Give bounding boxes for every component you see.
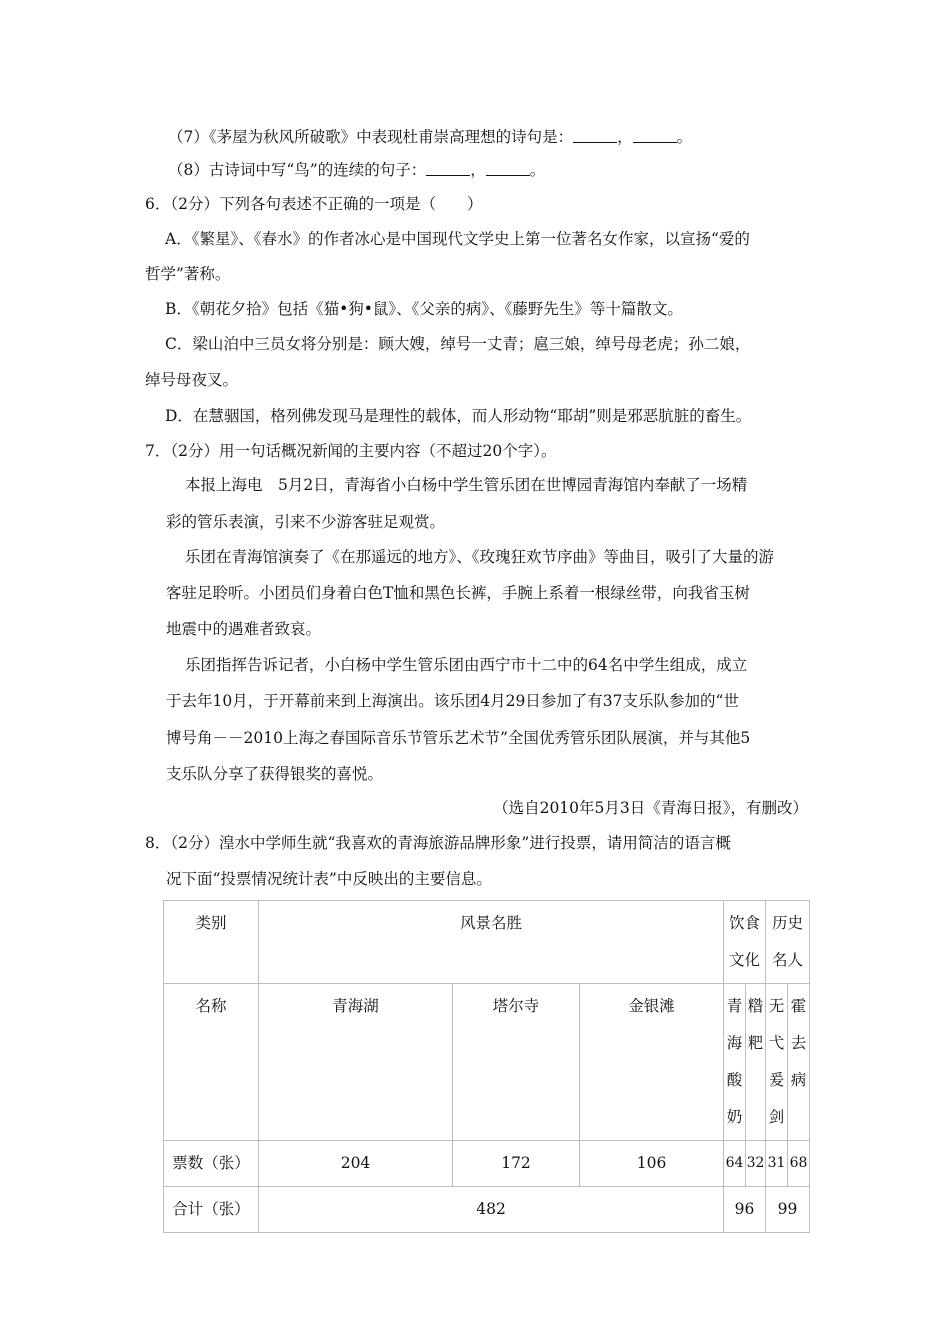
- news-paragraph-1: 本报上海电 5月2日，青海省小白杨中学生管乐团在世博园青海馆内奉献了一场精: [185, 476, 748, 494]
- q6-stem: 6．（2分）下列各句表述不正确的一项是（ ）: [145, 195, 483, 213]
- vote-cell: 204: [259, 1141, 453, 1187]
- news-source: （选自2010年5月3日《青海日报》，有删改）: [493, 799, 808, 817]
- name-cell: 金银滩: [580, 984, 724, 1141]
- vote-cell: 106: [580, 1141, 724, 1187]
- q6-option-a: A．《繁星》、《春水》的作者冰心是中国现代文学史上第一位著名女作家，以宣扬“爱的: [165, 230, 750, 248]
- vote-cell: 64: [724, 1141, 746, 1187]
- news-paragraph-3-cont: 支乐队分享了获得银奖的喜悦。: [166, 765, 384, 783]
- news-paragraph-2-cont: 客驻足聆听。小团员们身着白色T恤和黑色长裤，手腕上系着一根绿丝带，向我省玉树: [166, 584, 750, 602]
- vote-cell: 31: [766, 1141, 788, 1187]
- q6-option-a-cont: 哲学”著称。: [145, 265, 231, 283]
- name-cell: 塔尔寺: [453, 984, 580, 1141]
- q6-option-c-cont: 绰号母夜叉。: [145, 371, 239, 389]
- answer-blank[interactable]: [426, 161, 470, 176]
- row-label-name: 名称: [164, 984, 259, 1141]
- header-food: 饮食文化: [724, 901, 766, 984]
- header-category: 类别: [164, 901, 259, 984]
- vote-cell: 68: [788, 1141, 810, 1187]
- total-history: 99: [766, 1187, 810, 1233]
- row-label-total: 合计（张）: [164, 1187, 259, 1233]
- vote-cell: 172: [453, 1141, 580, 1187]
- name-cell: 青海湖: [259, 984, 453, 1141]
- news-paragraph-2: 乐团在青海馆演奏了《在那遥远的地方》、《玫瑰狂欢节序曲》等曲目，吸引了大量的游: [185, 548, 775, 566]
- q8-stem: 8．（2分）湟水中学师生就“我喜欢的青海旅游品牌形象”进行投票，请用简洁的语言概: [145, 834, 731, 852]
- table-row-category: [164, 901, 810, 984]
- q6-option-c: C．梁山泊中三员女将分别是：顾大嫂，绰号一丈青；扈三娘，绰号母老虎；孙二娘，: [165, 335, 751, 353]
- q8-stem-cont: 况下面“投票情况统计表”中反映出的主要信息。: [166, 870, 492, 888]
- q5-item8: （8）古诗词中写“鸟”的连续的句子： ， 。: [168, 161, 546, 179]
- table-row-votes: [164, 1141, 810, 1187]
- header-scenery: 风景名胜: [259, 901, 724, 984]
- name-cell: 霍去病: [788, 984, 810, 1141]
- vote-cell: 32: [746, 1141, 766, 1187]
- name-cell: 糌粑: [746, 984, 766, 1141]
- news-paragraph-3-cont: 于去年10月，于开幕前来到上海演出。该乐团4月29日参加了有37支乐队参加的“世: [166, 692, 739, 710]
- answer-blank[interactable]: [486, 161, 530, 176]
- name-cell: 无弋爰剑: [766, 984, 788, 1141]
- answer-blank[interactable]: [573, 128, 617, 143]
- q6-option-d: D．在慧骃国，格列佛发现马是理性的载体，而人形动物“耶胡”则是邪恶肮脏的畜生。: [165, 407, 752, 425]
- news-paragraph-3-cont: 博号角－－2010上海之春国际音乐节管乐艺术节”全国优秀管乐团队展演，并与其他5: [166, 729, 751, 747]
- q5-item7: （7）《茅屋为秋风所破歌》中表现杜甫崇高理想的诗句是： ， 。: [168, 128, 693, 146]
- row-label-votes: 票数（张）: [164, 1141, 259, 1187]
- name-cell: 青海酸奶: [724, 984, 746, 1141]
- news-paragraph-2-cont: 地震中的遇难者致哀。: [166, 620, 322, 638]
- q6-option-b: B．《朝花夕拾》包括《猫•狗•鼠》、《父亲的病》、《藤野先生》等十篇散文。: [165, 300, 683, 318]
- news-paragraph-1-cont: 彩的管乐表演，引来不少游客驻足观赏。: [166, 513, 446, 531]
- total-food: 96: [724, 1187, 766, 1233]
- news-paragraph-3: 乐团指挥告诉记者，小白杨中学生管乐团由西宁市十二中的64名中学生组成，成立: [185, 656, 748, 674]
- vote-statistics-table: [163, 900, 810, 1233]
- q7-stem: 7．（2分）用一句话概况新闻的主要内容（不超过20个字）。: [145, 442, 557, 460]
- table-row-total: [164, 1187, 810, 1233]
- total-scenery: 482: [259, 1187, 724, 1233]
- table-row-name: [164, 984, 810, 1141]
- answer-blank[interactable]: [633, 128, 677, 143]
- header-history: 历史名人: [766, 901, 810, 984]
